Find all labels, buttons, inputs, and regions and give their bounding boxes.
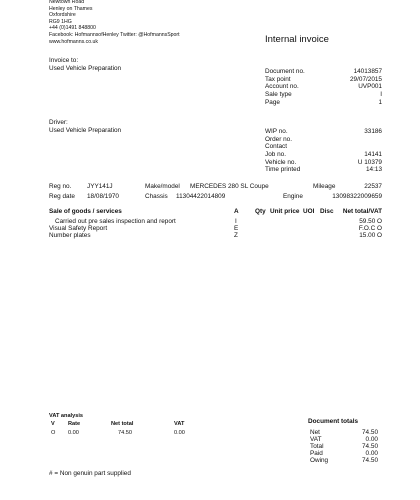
vat-analysis-title: VAT analysis [49, 413, 83, 419]
totals-label: VAT [310, 436, 322, 443]
totals-value: 74.50 [362, 429, 378, 436]
items-header-uoi: UOI [303, 208, 315, 215]
doc-info-label: Account no. [265, 83, 299, 91]
address-line: www.hofmanns.co.uk [49, 38, 99, 45]
job-info-value: 14:13 [366, 166, 382, 174]
doc-info-label: Document no. [265, 68, 305, 75]
doc-info-label: Tax point [265, 75, 291, 83]
mileage-label: Mileage [313, 183, 336, 190]
doc-info-value: UVP001 [358, 83, 382, 91]
doc-info-label: Sale type [265, 91, 292, 99]
doc-info-values [302, 68, 382, 106]
items-header-qty: Qty [255, 208, 266, 215]
vat-header-net: Net total [111, 421, 134, 427]
reg-date-value: 18/08/1970 [87, 193, 119, 200]
totals-value: 74.50 [362, 443, 378, 450]
vat-header-rate: Rate [68, 421, 81, 427]
doc-info-value: 14013857 [353, 68, 382, 75]
items-header-a: A [234, 208, 239, 215]
driver-name: Used Vehicle Preparation [49, 127, 122, 134]
doc-info-value: 1 [378, 98, 382, 106]
reg-date-label: Reg date [49, 193, 75, 200]
items-header-unit-price: Unit price [270, 208, 300, 215]
totals-label: Owing [310, 457, 329, 464]
address-line: Newtown Road [49, 0, 85, 5]
invoice-to-label: Invoice to: [49, 57, 79, 64]
job-info-label: Contact [265, 143, 288, 151]
totals-labels [310, 429, 328, 464]
items-header-disc: Disc [320, 208, 334, 215]
footnote: # = Non genuin part supplied [49, 470, 131, 477]
chassis-label: Chassis [145, 193, 168, 200]
mileage-value: 22537 [364, 183, 382, 190]
vat-row-rate: 0.00 [68, 430, 79, 436]
vat-row-v: O [51, 430, 56, 436]
reg-no-value: JYY141J [87, 183, 113, 190]
doc-info-value: 29/07/2015 [350, 75, 382, 83]
item-desc: Carried out pre sales inspection and report [55, 218, 176, 225]
item-net: F.O.C O [358, 225, 382, 232]
totals-title: Document totals [308, 418, 359, 425]
job-info-value: 33186 [364, 128, 382, 135]
vat-row-net: 74.50 [118, 430, 132, 436]
make-model-value: MERCEDES 280 SL Coupe [190, 183, 269, 190]
item-net: 15.00 O [359, 232, 382, 239]
doc-info-label: Page [265, 98, 280, 106]
job-info-label: Job no. [265, 151, 286, 159]
totals-value: 74.50 [362, 457, 378, 464]
job-info-values [302, 128, 382, 174]
job-info-value: U 10379 [357, 158, 382, 166]
job-info-value [302, 136, 382, 144]
item-a: E [234, 225, 239, 232]
company-address [49, 0, 180, 46]
totals-value: 0.00 [365, 450, 378, 457]
item-net: 59.50 O [359, 218, 382, 225]
driver-label: Driver: [49, 119, 68, 126]
totals-label: Paid [310, 450, 323, 457]
items-header-net: Net total/VAT [342, 208, 382, 215]
vat-header-v: V [51, 421, 55, 427]
make-model-label: Make/model [145, 183, 180, 190]
address-line: Henley on Thames [49, 5, 93, 12]
address-line: Facebook: HofmannsofHenley Twitter: @HofmannsSport [49, 31, 180, 38]
reg-no-label: Reg no. [49, 183, 72, 190]
job-info-labels [265, 128, 300, 174]
totals-label: Net [310, 429, 320, 436]
document-title: Internal invoice [265, 34, 329, 45]
chassis-value: 11304422014809 [176, 193, 226, 200]
vat-header-vat: VAT [174, 421, 185, 427]
totals-label: Total [310, 443, 324, 450]
totals-value: 0.00 [365, 436, 378, 443]
item-desc: Visual Safety Report [49, 225, 108, 232]
address-line: Oxfordshire [49, 12, 76, 19]
engine-label: Engine [283, 193, 303, 200]
job-info-label: WIP no. [265, 128, 288, 135]
address-line: RG9 1HG [49, 18, 72, 25]
item-a: I [235, 218, 237, 225]
doc-info-value: I [380, 91, 382, 99]
items-header-desc: Sale of goods / services [49, 208, 122, 215]
engine-value: 13098322009659 [332, 193, 382, 200]
item-a: Z [234, 232, 238, 239]
job-info-value [302, 143, 382, 151]
job-info-label: Vehicle no. [265, 158, 297, 166]
job-info-label: Order no. [265, 135, 292, 143]
invoice-to-name: Used Vehicle Preparation [49, 65, 122, 72]
item-desc: Number plates [49, 232, 91, 239]
address-line: +44 (0)1491 848800 [49, 25, 96, 32]
job-info-label: Time printed [265, 166, 301, 174]
totals-values [338, 429, 378, 464]
doc-info-labels [265, 68, 305, 106]
job-info-value: 14141 [364, 151, 382, 159]
vat-row-vat: 0.00 [174, 430, 185, 436]
